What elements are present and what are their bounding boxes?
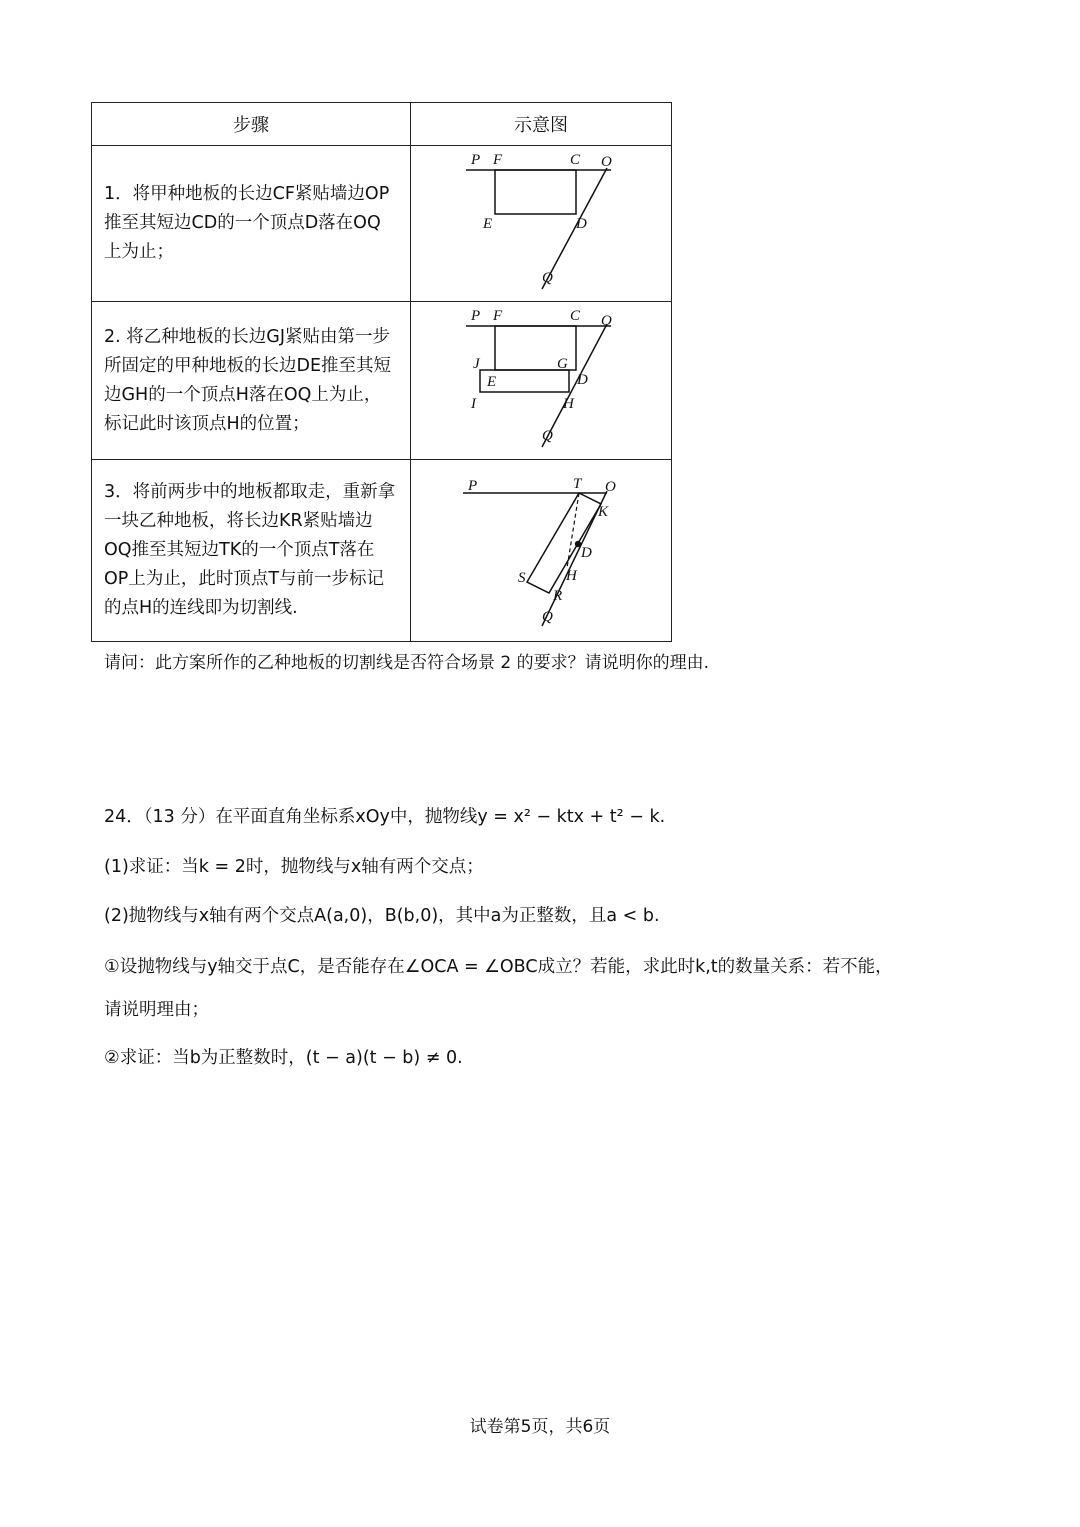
label-J: J <box>473 356 480 372</box>
steps-table <box>91 102 672 642</box>
step-2-text: 2. 将乙种地板的长边GJ紧贴由第一步所固定的甲种地板的长边DE推至其短边GH的一个顶点H落在OQ上为止，标记此时该顶点H的位置； <box>104 326 392 434</box>
label-H: H <box>563 396 574 412</box>
label-T: T <box>573 476 582 492</box>
label-H: H <box>566 568 577 584</box>
problem-24-sub2: ②求证：当b为正整数时，(t − a)(t − b) ≠ 0. <box>104 1048 463 1068</box>
label-G: G <box>557 356 568 372</box>
label-E: E <box>487 374 497 390</box>
label-Q: Q <box>542 609 553 625</box>
label-S: S <box>518 570 526 586</box>
problem-24-part2: (2)抛物线与x轴有两个交点A(a,0)，B(b,0)，其中a为正整数，且a < b. <box>104 906 660 926</box>
table-row <box>92 146 672 302</box>
label-Q: Q <box>542 428 553 444</box>
problem-24-part1: (1)求证：当k = 2时，抛物线与x轴有两个交点； <box>104 857 484 877</box>
label-Q: Q <box>542 270 553 286</box>
step-3-text: 3．将前两步中的地板都取走，重新拿一块乙种地板，将长边KR紧贴墙边OQ推至其短边TK的一个顶点T落在OP上为止，此时顶点T与前一步标记的点H的连线即为切割线. <box>104 482 396 618</box>
page-footer: 试卷第5页，共6页 <box>469 1417 611 1437</box>
label-P: P <box>468 478 478 494</box>
table-row <box>92 302 672 460</box>
label-O: O <box>601 313 612 329</box>
label-O: O <box>605 479 616 495</box>
label-D: D <box>577 372 588 388</box>
header-figure: 示意图 <box>411 103 672 146</box>
question-text: 请问：此方案所作的乙种地板的切割线是否符合场景 2 的要求？请说明你的理由. <box>104 653 710 673</box>
step-2-diagram <box>411 302 672 459</box>
label-P: P <box>471 308 481 324</box>
label-O: O <box>601 154 612 170</box>
step-1-diagram <box>411 146 672 301</box>
label-C: C <box>570 152 581 168</box>
problem-24-sub1-line2: 请说明理由； <box>104 1000 209 1020</box>
label-I: I <box>471 396 476 412</box>
label-D: D <box>576 216 587 232</box>
label-F: F <box>493 308 503 324</box>
step-3-diagram <box>411 460 672 641</box>
label-K: K <box>598 504 609 520</box>
header-step: 步骤 <box>92 103 411 146</box>
label-R: R <box>553 588 563 604</box>
label-C: C <box>570 308 581 324</box>
label-D: D <box>581 545 592 561</box>
label-F: F <box>493 152 503 168</box>
label-E: E <box>483 216 493 232</box>
step-1-text: 1．将甲种地板的长边CF紧贴墙边OP推至其短边CD的一个顶点D落在OQ上为止； <box>104 184 390 262</box>
table-row <box>92 460 672 642</box>
problem-24-sub1-line1: ①设抛物线与y轴交于点C，是否能存在∠OCA = ∠OBC成立？若能，求此时k,t的数量关系：若不能， <box>104 957 893 977</box>
problem-24-intro: 24．（13 分）在平面直角坐标系xOy中，抛物线y = x² − ktx + t² − k. <box>104 807 666 827</box>
table-header-row <box>92 103 672 146</box>
label-P: P <box>471 152 481 168</box>
